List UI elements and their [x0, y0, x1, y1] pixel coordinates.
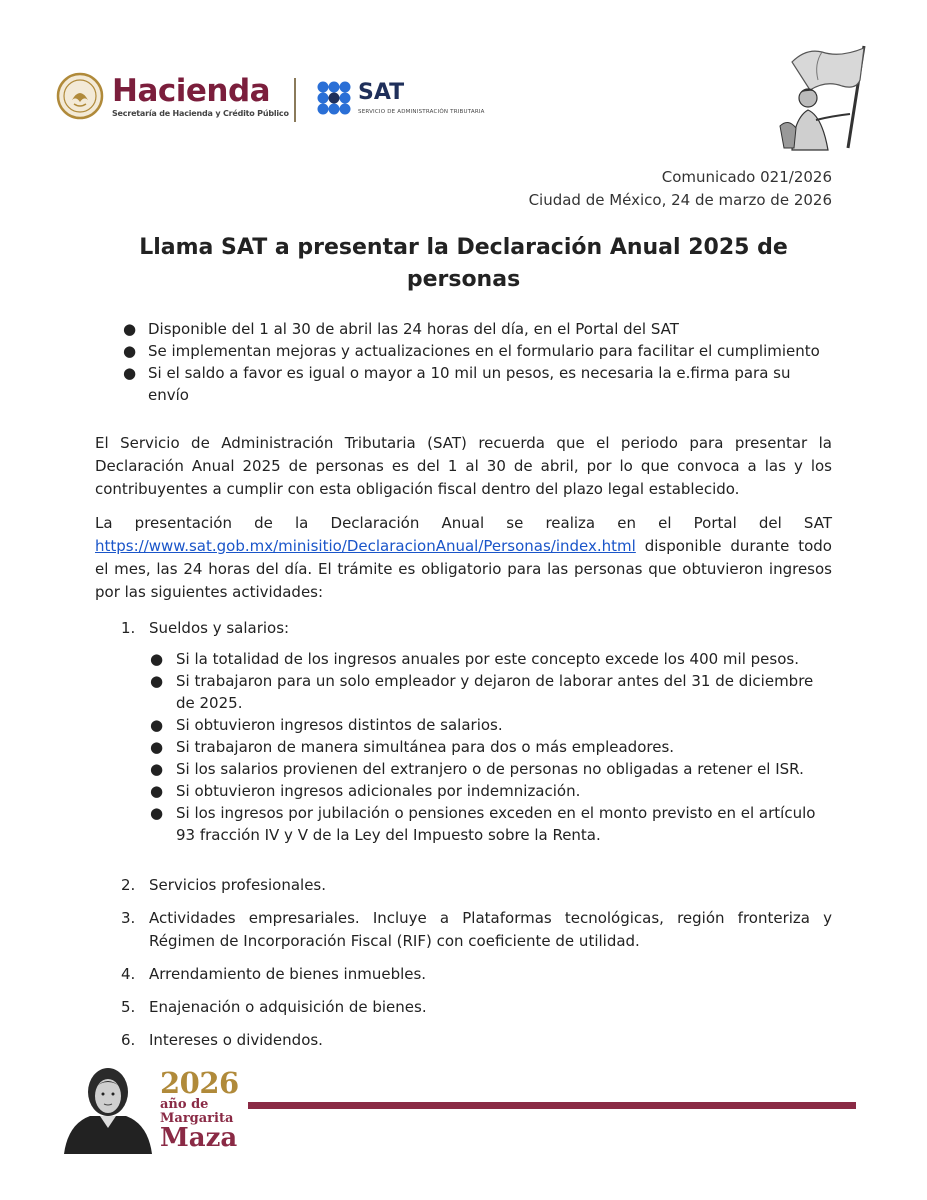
list-item: 2. Servicios profesionales.: [121, 876, 327, 894]
list-item: ● Si el saldo a favor es igual o mayor a 10 mil un pesos, es necesaria la e.firma para su envío: [123, 364, 791, 404]
sat-dots-icon: [316, 80, 352, 116]
salary-conditions-list: [149, 648, 832, 846]
year-line1: año de: [160, 1097, 209, 1112]
hacienda-logo: [56, 72, 289, 120]
highlights-list: [95, 318, 832, 406]
list-item: ● Se implementan mejoras y actualizaciones en el formulario para facilitar el cumplimiento: [123, 342, 820, 360]
year-number: 2026: [160, 1066, 239, 1100]
list-item: ● Si obtuvieron ingresos distintos de salarios.: [150, 716, 503, 734]
list-item: ● Si obtuvieron ingresos adicionales por indemnización.: [150, 782, 581, 800]
list-item: ● Si trabajaron para un solo empleador y dejaron de laborar antes del 31 de diciembre de 2025.: [150, 672, 814, 712]
list-item: 4. Arrendamiento de bienes inmuebles.: [121, 965, 427, 983]
footer-rule: [248, 1102, 856, 1109]
page-title: Llama SAT a presentar la Declaración Anual 2025 de personas: [139, 235, 788, 292]
list-item: ● Disponible del 1 al 30 de abril las 24 horas del día, en el Portal del SAT: [123, 320, 679, 338]
sat-subtitle: SERVICIO DE ADMINISTRACIÓN TRIBUTARIA: [358, 108, 485, 115]
year-line2: Margarita: [160, 1111, 234, 1126]
release-number: Comunicado 021/2026: [661, 168, 832, 186]
logo-divider: [294, 78, 296, 122]
year-line3: Maza: [160, 1123, 238, 1153]
declaracion-anual-link[interactable]: https://www.sat.gob.mx/minisitio/DeclaracionAnual/Personas/index.html: [95, 537, 636, 555]
portal-paragraph: La presentación de la Declaración Anual se realiza en el Portal del SAT https://www.sat.gob.mx/minisitio/DeclaracionAnual/Personas/index.html disponible durante todo el mes, las 24 horas del día. El trámite es obligatorio para las personas que obtuvieron ingresos por las siguientes actividades:: [95, 514, 832, 601]
list-item: ● Si los salarios provienen del extranjero o de personas no obligadas a retener el ISR.: [150, 760, 804, 778]
year-dedication: [160, 1066, 239, 1153]
list-item: 5. Enajenación o adquisición de bienes.: [121, 998, 427, 1016]
list-item: ● Si los ingresos por jubilación o pensiones exceden en el monto previsto en el artículo 93 fracción IV y V de la Ley del Impuesto sobre la Renta.: [150, 804, 816, 844]
flag-bearer-illustration-icon: [770, 44, 874, 152]
hacienda-subtitle: Secretaría de Hacienda y Crédito Público: [112, 108, 289, 118]
list-item: 3. Actividades empresariales. Incluye a Plataformas tecnológicas, región fronteriza y Régimen de Incorporación Fiscal (RIF) con coeficiente de utilidad.: [121, 909, 832, 950]
list-item: ● Si trabajaron de manera simultánea para dos o más empleadores.: [150, 738, 675, 756]
intro-paragraph: El Servicio de Administración Tributaria (SAT) recuerda que el periodo para presentar la Declaración Anual 2025 de personas es del 1 al 30 de abril, por lo que convoca a las y los contribuyentes a cumplir con esta obligación fiscal dentro del plazo legal establecido.: [95, 434, 832, 498]
place-date: Ciudad de México, 24 de marzo de 2026: [528, 191, 832, 209]
sat-logo: [316, 80, 485, 116]
list-item: 6. Intereses o dividendos.: [121, 1031, 323, 1049]
activities-list: [95, 617, 832, 1062]
list-item: 1. Sueldos y salarios: ● Si la totalidad de los ingresos anuales por este concepto excede los 400 mil pesos. ● Si trabajaron para un solo empleador y dejaron de laborar antes del 31 de diciembre de 2025. ● Si obtuvieron ingresos distintos de salarios. ● Si trabajaron de manera simultánea para dos o más empleadores. ● Si los salarios provienen del extranjero o de personas no obligadas a retener el ISR. ● Si obtuvieron ingresos adicionales por indemnización. ● Si los ingresos por jubilación o pensiones exceden en el monto previsto en el artículo 93 fracción IV y V de la Ley del Impuesto sobre la Renta.: [95, 617, 832, 846]
margarita-maza-portrait-icon: [60, 1062, 156, 1154]
list-item: ● Si la totalidad de los ingresos anuales por este concepto excede los 400 mil pesos.: [150, 650, 799, 668]
hacienda-name: Hacienda: [112, 72, 271, 109]
dateline: [529, 166, 832, 212]
coat-of-arms-icon: [56, 72, 104, 120]
sat-name: SAT: [358, 79, 405, 105]
